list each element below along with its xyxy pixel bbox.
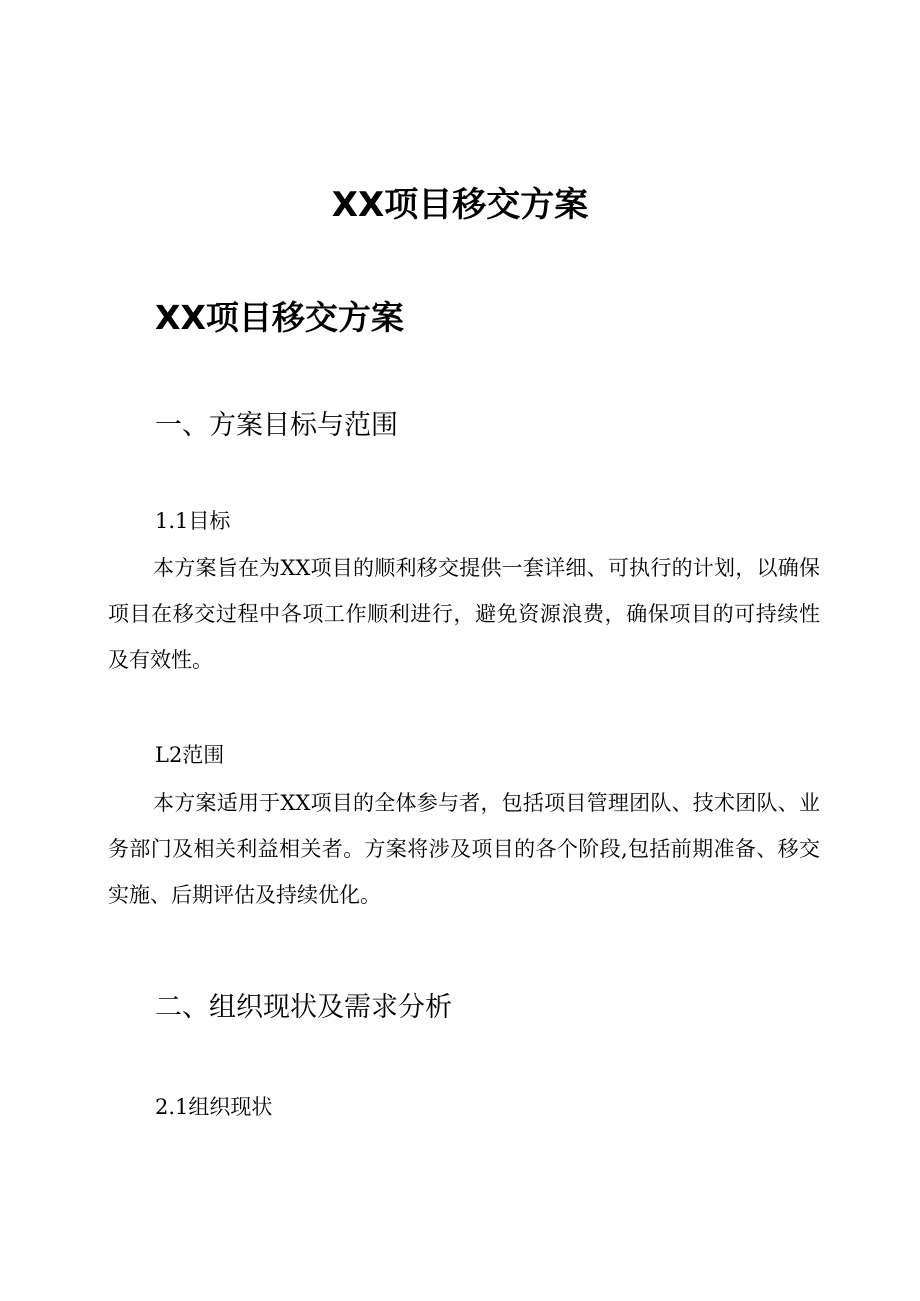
section-heading-1: 一、方案目标与范围 — [155, 410, 398, 441]
document-title: XX项目移交方案 — [331, 185, 589, 225]
subsection-heading-1-1: 1.1目标 — [155, 509, 231, 533]
paragraph-goal: 本方案旨在为XX项目的顺利移交提供一套详细、可执行的计划，以确保项目在移交过程中各项工作顺利进行，避免资源浪费，确保项目的可持续性及有效性。 — [108, 556, 820, 672]
document-subtitle: XX项目移交方案 — [155, 298, 404, 337]
subsection-heading-2-1: 2.1组织现状 — [155, 1095, 273, 1119]
subsection-heading-1-2: L2范围 — [155, 743, 225, 767]
section-heading-2: 二、组织现状及需求分析 — [155, 992, 452, 1023]
paragraph-scope: 本方案适用于XX项目的全体参与者，包括项目管理团队、技术团队、业务部门及相关利益相关者。方案将涉及项目的各个阶段,包括前期准备、移交实施、后期评估及持续优化。 — [108, 791, 820, 907]
